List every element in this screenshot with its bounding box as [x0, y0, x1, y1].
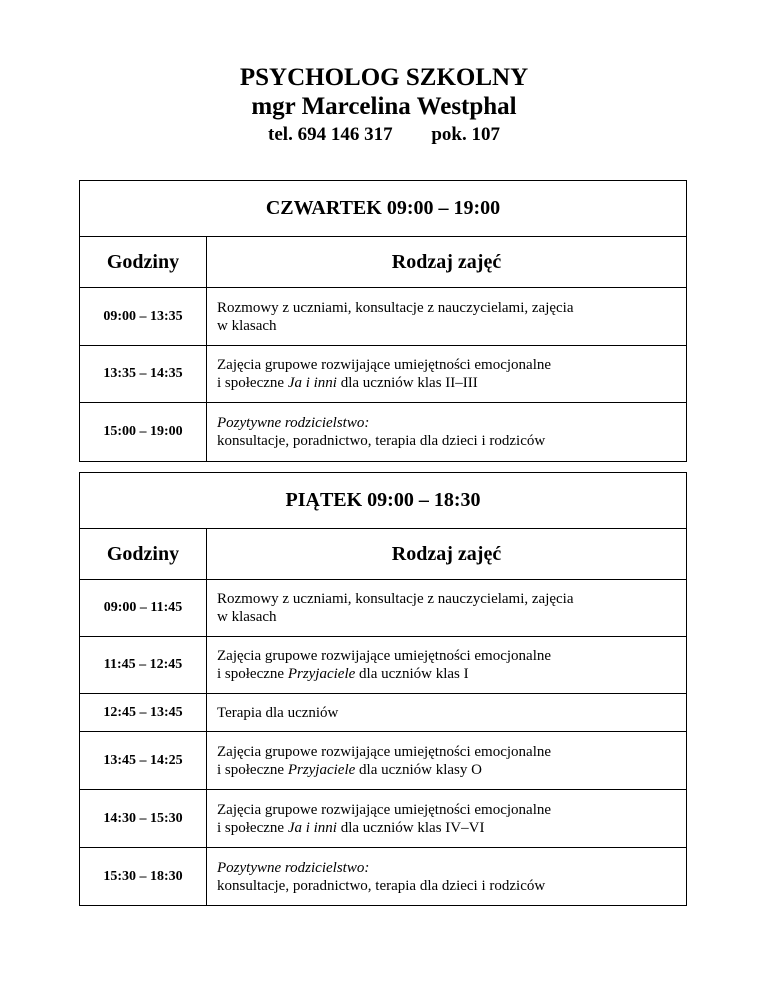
activity-cell — [207, 694, 687, 732]
room-number: pok. 107 — [431, 124, 500, 145]
column-header-activity: Rodzaj zajęć — [207, 529, 687, 580]
program-name: Ja i inni — [287, 819, 337, 836]
activity-text: i społeczne — [217, 761, 288, 778]
activity-line: Rozmowy z uczniami, konsultacje z nauczycielami, zajęcia — [217, 299, 574, 316]
table-row — [80, 694, 687, 732]
activity-line: Rozmowy z uczniami, konsultacje z nauczycielami, zajęcia — [217, 591, 574, 607]
activity-text: i społeczne — [217, 666, 288, 682]
table-row — [80, 790, 687, 848]
day-title: CZWARTEK 09:00 – 19:00 — [80, 181, 687, 237]
activity-line: Zajęcia grupowe rozwijające umiejętności emocjonalne — [217, 648, 552, 664]
program-name: Przyjaciele — [287, 666, 356, 682]
activity-text: dla uczniów klas IV–VI — [336, 819, 485, 836]
table-row — [80, 288, 687, 346]
activity-cell — [207, 288, 687, 346]
activity-cell — [207, 346, 687, 403]
table-row — [80, 403, 687, 462]
activity-line — [217, 761, 678, 779]
time-cell: 15:00 – 19:00 — [80, 403, 207, 462]
column-header-time: Godziny — [80, 237, 207, 288]
time-cell: 11:45 – 12:45 — [80, 637, 207, 694]
table-row — [80, 637, 687, 694]
document-header — [0, 63, 768, 147]
column-header-row — [80, 529, 687, 580]
activity-line: konsultacje, poradnictwo, terapia dla dzieci i rodziców — [217, 433, 546, 449]
program-name: Pozytywne rodzicielstwo: — [217, 415, 370, 431]
column-header-row — [80, 237, 687, 288]
time-cell: 12:45 – 13:45 — [80, 694, 207, 732]
day-header-row — [80, 473, 687, 529]
activity-line — [217, 374, 678, 392]
time-cell: 09:00 – 11:45 — [80, 580, 207, 637]
activity-text: dla uczniów klas II–III — [336, 375, 478, 391]
program-name: Ja i inni — [287, 375, 337, 391]
day-title: PIĄTEK 09:00 – 18:30 — [80, 473, 687, 529]
contact-line — [0, 123, 768, 147]
table-row — [80, 346, 687, 403]
activity-line — [217, 665, 678, 683]
table-row — [80, 580, 687, 637]
time-cell: 13:35 – 14:35 — [80, 346, 207, 403]
activity-line: Zajęcia grupowe rozwijające umiejętności emocjonalne — [217, 743, 552, 760]
psychologist-name: mgr Marcelina Westphal — [251, 93, 517, 120]
activity-cell — [207, 580, 687, 637]
time-cell: 13:45 – 14:25 — [80, 732, 207, 790]
activity-line: Terapia dla uczniów — [217, 704, 339, 721]
activity-text: i społeczne — [217, 819, 288, 836]
program-name: Pozytywne rodzicielstwo: — [217, 859, 370, 876]
activity-cell — [207, 403, 687, 462]
activity-text: dla uczniów klasy O — [355, 761, 482, 778]
time-cell: 15:30 – 18:30 — [80, 848, 207, 906]
table-row — [80, 732, 687, 790]
activity-cell — [207, 848, 687, 906]
activity-line: Zajęcia grupowe rozwijające umiejętności emocjonalne — [217, 357, 552, 373]
activity-text: i społeczne — [217, 375, 288, 391]
time-cell: 09:00 – 13:35 — [80, 288, 207, 346]
program-name: Przyjaciele — [287, 761, 356, 778]
activity-text: dla uczniów klas I — [355, 666, 469, 682]
column-header-time: Godziny — [80, 529, 207, 580]
activity-line: w klasach — [217, 609, 277, 625]
document-title: PSYCHOLOG SZKOLNY — [239, 64, 529, 91]
activity-line — [217, 819, 678, 837]
time-cell: 14:30 – 15:30 — [80, 790, 207, 848]
thursday-schedule-table — [79, 180, 687, 462]
activity-line: konsultacje, poradnictwo, terapia dla dzieci i rodziców — [217, 877, 546, 894]
friday-schedule-table — [79, 472, 687, 906]
activity-line: Zajęcia grupowe rozwijające umiejętności emocjonalne — [217, 801, 552, 818]
day-header-row — [80, 181, 687, 237]
column-header-activity: Rodzaj zajęć — [207, 237, 687, 288]
activity-cell — [207, 790, 687, 848]
table-row — [80, 848, 687, 906]
activity-cell — [207, 637, 687, 694]
phone-number: tel. 694 146 317 — [268, 124, 393, 145]
activity-line: w klasach — [217, 317, 277, 334]
activity-cell — [207, 732, 687, 790]
